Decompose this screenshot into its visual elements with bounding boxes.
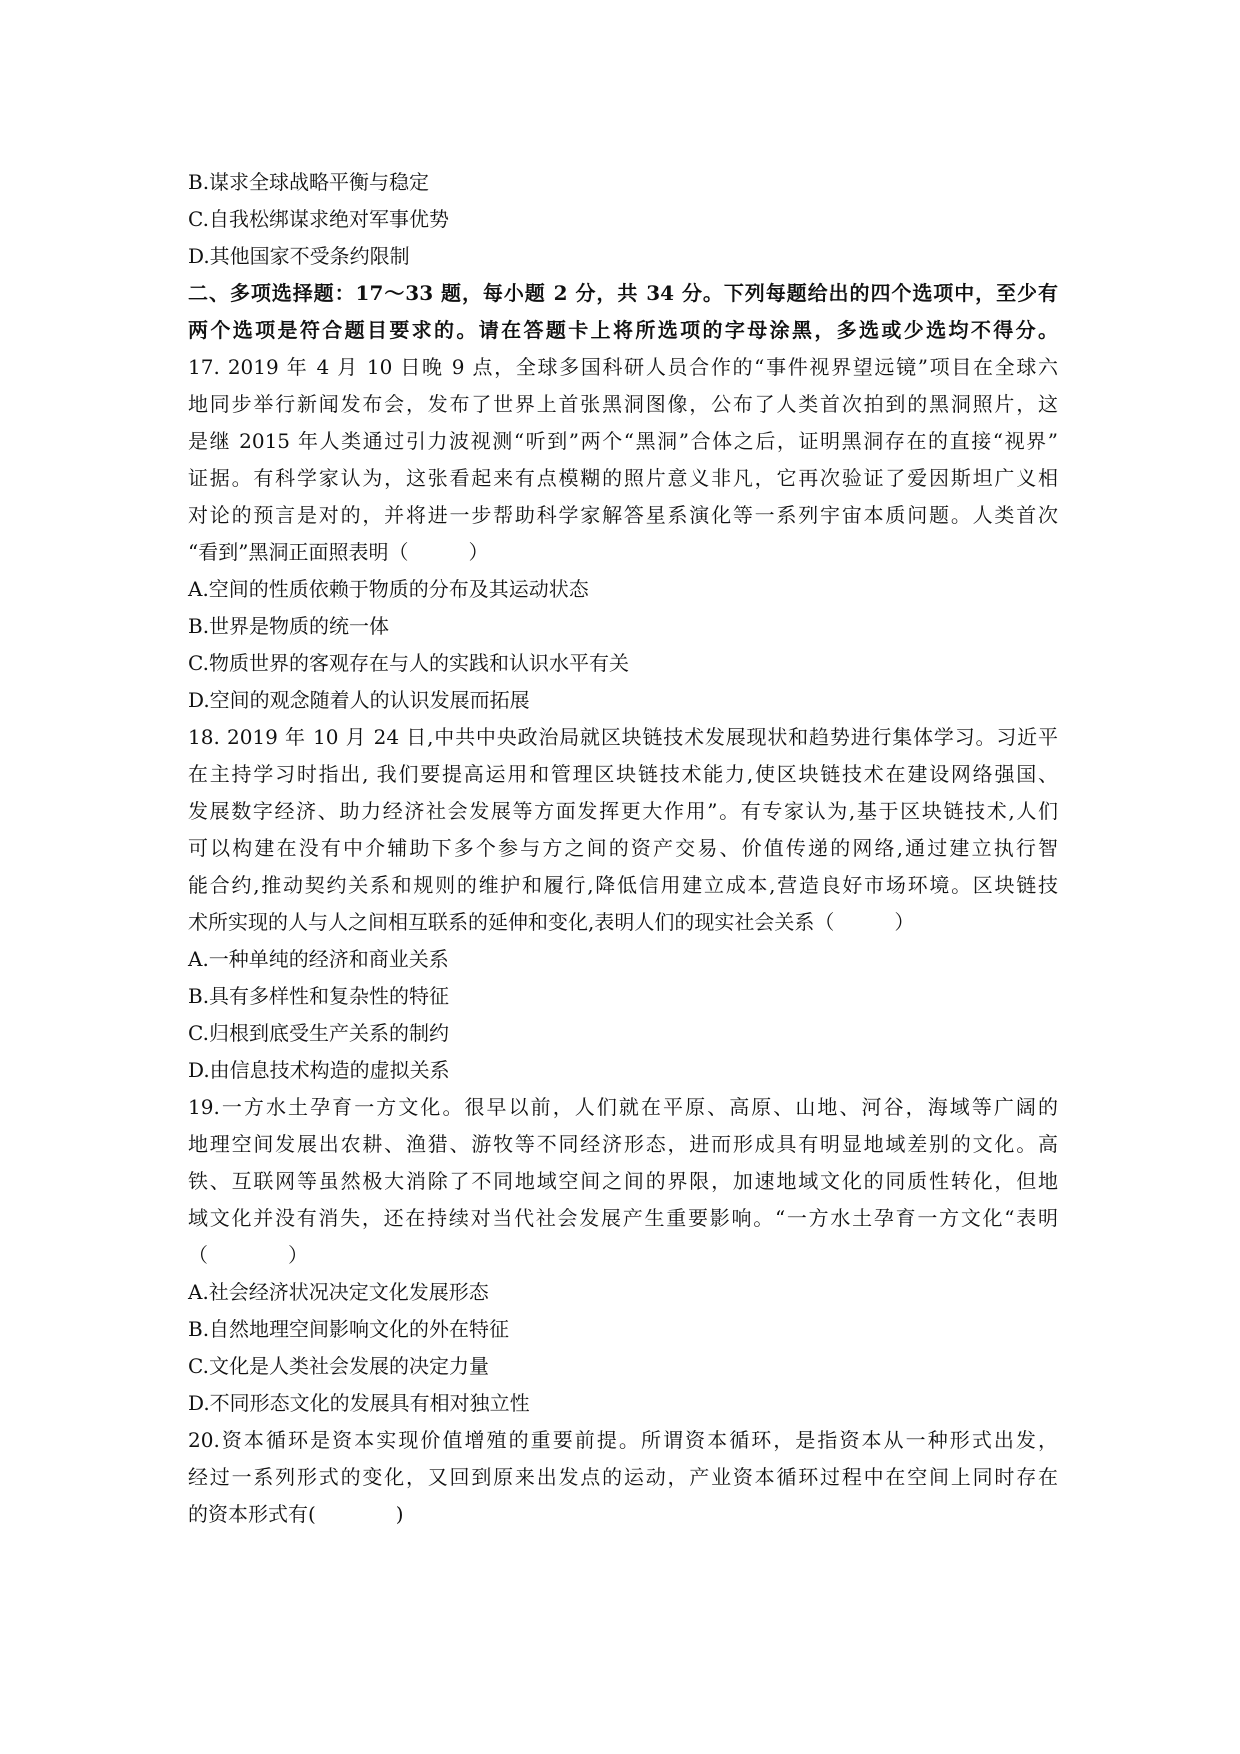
text-line: 在主持学习时指出, 我们要提高运用和管理区块链技术能力,使区块链技术在建设网络强国、 xyxy=(188,762,1058,786)
text-line: C.文化是人类社会发展的决定力量 xyxy=(188,1354,489,1378)
text-line: 铁、互联网等虽然极大消除了不同地域空间之间的界限，加速地域文化的同质性转化，但地 xyxy=(188,1169,1058,1193)
text-line: D.不同形态文化的发展具有相对独立性 xyxy=(188,1391,530,1415)
text-line: （ ） xyxy=(188,1243,308,1267)
text-line: 对论的预言是对的，并将进一步帮助科学家解答星系演化等一系列宇宙本质问题。人类首次 xyxy=(188,503,1058,527)
text-line: B.自然地理空间影响文化的外在特征 xyxy=(188,1317,510,1341)
section-heading-line: 二、多项选择题：17～33 题，每小题 2 分，共 34 分。下列每题给出的四个选项中，至少有 xyxy=(188,281,1058,305)
text-line: “看到”黑洞正面照表明（ ） xyxy=(188,540,489,564)
text-line: A.空间的性质依赖于物质的分布及其运动状态 xyxy=(188,577,589,601)
text-line: B.具有多样性和复杂性的特征 xyxy=(188,984,450,1008)
text-line: 能合约,推动契约关系和规则的维护和履行,降低信用建立成本,营造良好市场环境。区块链技 xyxy=(188,873,1058,897)
text-line: 17. 2019 年 4 月 10 日晚 9 点，全球多国科研人员合作的“事件视界望远镜”项目在全球六 xyxy=(188,355,1058,379)
text-line: 是继 2015 年人类通过引力波视测“听到”两个“黑洞”合体之后，证明黑洞存在的直接“视界” xyxy=(188,429,1058,453)
text-line: 地同步举行新闻发布会，发布了世界上首张黑洞图像，公布了人类首次拍到的黑洞照片，这 xyxy=(188,392,1058,416)
text-line: C.物质世界的客观存在与人的实践和认识水平有关 xyxy=(188,651,629,675)
text-line: A.一种单纯的经济和商业关系 xyxy=(188,947,449,971)
text-line: C.归根到底受生产关系的制约 xyxy=(188,1021,449,1045)
text-line: C.自我松绑谋求绝对军事优势 xyxy=(188,207,449,231)
text-line: 术所实现的人与人之间相互联系的延伸和变化,表明人们的现实社会关系（ ） xyxy=(188,910,915,934)
text-line: B.世界是物质的统一体 xyxy=(188,614,390,638)
section-heading-line: 两个选项是符合题目要求的。请在答题卡上将所选项的字母涂黑，多选或少选均不得分。 xyxy=(188,318,1058,342)
text-line: D.空间的观念随着人的认识发展而拓展 xyxy=(188,688,530,712)
text-line: 地理空间发展出农耕、渔猎、游牧等不同经济形态，进而形成具有明显地域差别的文化。高 xyxy=(188,1132,1058,1156)
text-line: 可以构建在没有中介辅助下多个参与方之间的资产交易、价值传递的网络,通过建立执行智 xyxy=(188,836,1058,860)
text-line: 经过一系列形式的变化，又回到原来出发点的运动，产业资本循环过程中在空间上同时存在 xyxy=(188,1465,1058,1489)
text-line: 19.一方水土孕育一方文化。很早以前，人们就在平原、高原、山地、河谷，海域等广阔的 xyxy=(188,1095,1058,1119)
text-line: 20.资本循环是资本实现价值增殖的重要前提。所谓资本循环，是指资本从一种形式出发， xyxy=(188,1428,1058,1452)
text-line: 的资本形式有( ) xyxy=(188,1502,404,1526)
text-line: D.由信息技术构造的虚拟关系 xyxy=(188,1058,450,1082)
text-line: 域文化并没有消失，还在持续对当代社会发展产生重要影响。“一方水土孕育一方文化“表明 xyxy=(188,1206,1058,1230)
text-line: B.谋求全球战略平衡与稳定 xyxy=(188,170,430,194)
exam-content xyxy=(188,164,1058,1533)
text-line: 发展数字经济、助力经济社会发展等方面发挥更大作用”。有专家认为,基于区块链技术,人们 xyxy=(188,799,1058,823)
text-line: 18. 2019 年 10 月 24 日,中共中央政治局就区块链技术发展现状和趋势进行集体学习。习近平 xyxy=(188,725,1058,749)
text-line: 证据。有科学家认为，这张看起来有点模糊的照片意义非凡，它再次验证了爱因斯坦广义相 xyxy=(188,466,1058,490)
text-line: A.社会经济状况决定文化发展形态 xyxy=(188,1280,489,1304)
text-line: D.其他国家不受条约限制 xyxy=(188,244,410,268)
